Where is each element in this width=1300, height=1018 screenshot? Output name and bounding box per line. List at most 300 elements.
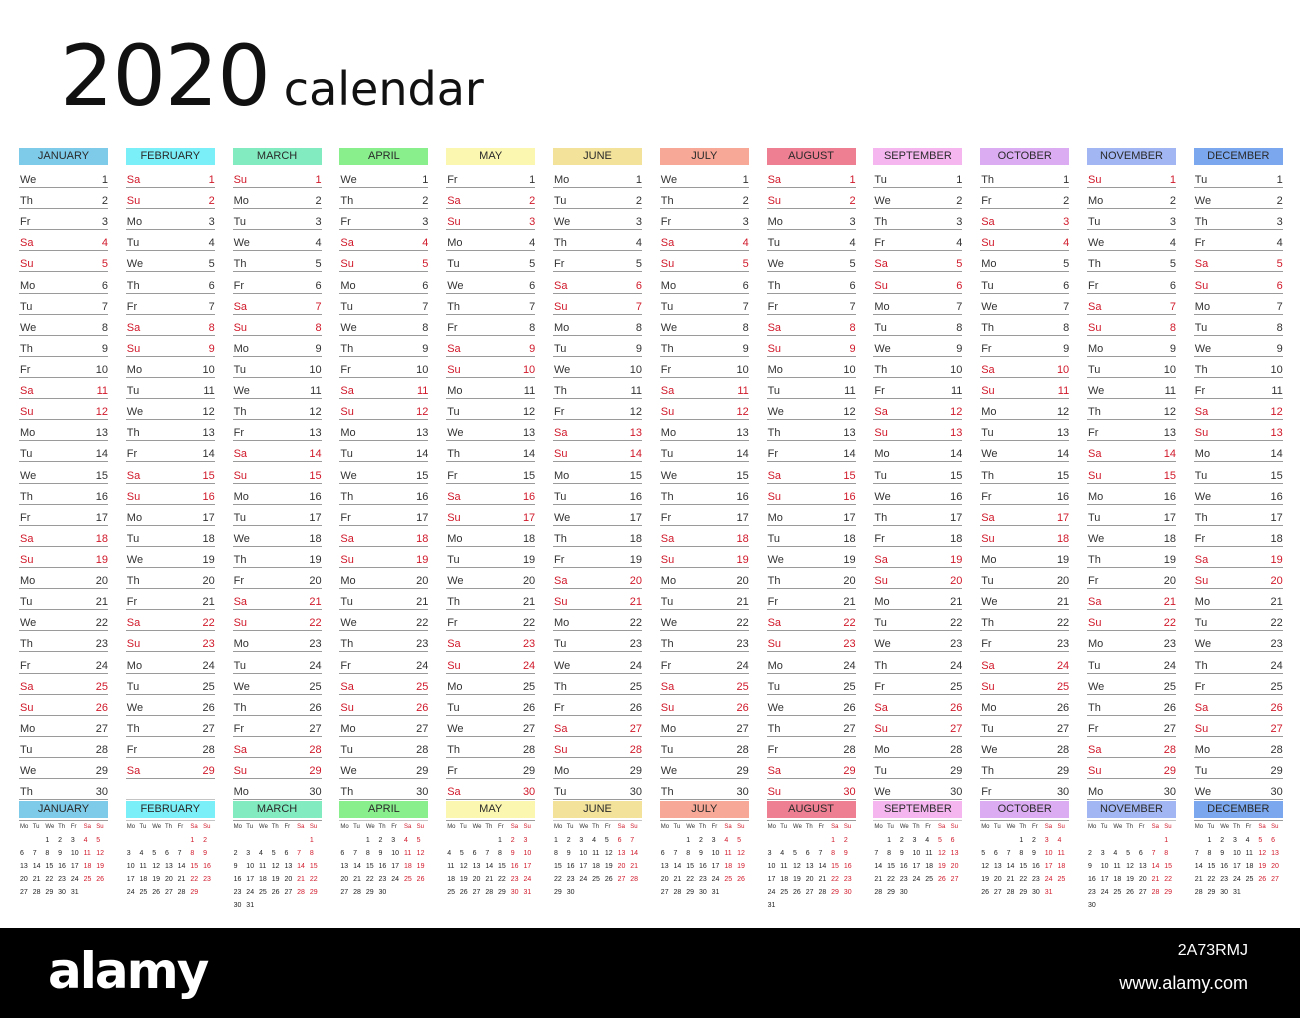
mini-day: 23: [698, 876, 707, 883]
mini-weekday-header: Mo: [447, 824, 456, 830]
mini-day: 9: [1032, 850, 1036, 857]
mini-day: 20: [164, 876, 173, 883]
mini-weekday-header: We: [45, 824, 55, 830]
day-row: [873, 232, 962, 251]
weekday-name: We: [20, 617, 37, 630]
month-column-december: [1194, 148, 1283, 823]
day-row: [873, 253, 962, 272]
weekday-name: Sa: [767, 174, 782, 186]
day-row: [553, 676, 642, 695]
mini-blank-cell: [673, 834, 686, 847]
day-row: [873, 169, 962, 188]
mini-day: 10: [912, 850, 921, 857]
mini-day: 13: [805, 863, 814, 870]
day-number: 20: [1056, 575, 1070, 588]
day-number: 22: [95, 617, 108, 630]
mini-day: 30: [843, 889, 852, 896]
mini-calendar-november: [1087, 801, 1176, 912]
day-row: [339, 465, 428, 484]
weekday-name: We: [20, 321, 37, 334]
day-number: 2: [1063, 195, 1070, 208]
mini-day: 11: [724, 850, 732, 857]
day-row: [873, 275, 962, 294]
weekday-name: Su: [1088, 174, 1102, 186]
day-row: [446, 275, 535, 294]
mini-day: 31: [246, 902, 255, 909]
day-number: 18: [522, 532, 536, 545]
day-row: [233, 253, 322, 272]
mini-blank-cell: [817, 834, 830, 847]
day-row: [660, 253, 749, 272]
mini-weekday-header: Th: [1126, 824, 1134, 830]
mini-day: 25: [1113, 889, 1122, 896]
mini-weekday-header: Su: [1271, 824, 1279, 830]
day-number: 17: [1163, 511, 1176, 524]
day-row: [19, 718, 108, 737]
mini-day: 4: [83, 837, 88, 844]
day-row: [1194, 253, 1283, 272]
mini-blank-cell: [283, 834, 296, 847]
weekday-name: Mo: [554, 469, 570, 482]
weekday-name: Mo: [20, 279, 36, 292]
weekday-name: We: [1194, 195, 1212, 208]
weekday-name: Th: [660, 195, 674, 208]
mini-calendar-september: [873, 801, 962, 899]
mini-day: 15: [190, 863, 199, 870]
day-number: 1: [315, 174, 322, 186]
day-row: [233, 443, 322, 462]
weekday-name: Tu: [20, 743, 33, 756]
weekday-name: Tu: [1194, 469, 1208, 482]
day-number: 10: [843, 363, 856, 376]
day-number: 24: [309, 659, 322, 672]
weekday-name: Sa: [233, 448, 248, 461]
weekday-name: Sa: [554, 575, 568, 588]
weekday-name: Sa: [233, 743, 248, 756]
mini-day: 24: [523, 876, 532, 883]
day-row: [767, 443, 856, 462]
month-column-september: [873, 148, 962, 823]
day-number: 27: [1163, 722, 1176, 735]
weekday-name: Fr: [1088, 575, 1099, 588]
weekday-name: Mo: [874, 743, 890, 756]
day-number: 3: [849, 216, 856, 229]
mini-day: 10: [126, 863, 135, 870]
day-row: [1194, 739, 1283, 758]
day-number: 10: [629, 363, 642, 376]
mini-day: 5: [793, 850, 797, 857]
mini-day-grid: [126, 821, 215, 899]
day-number: 1: [1063, 174, 1070, 186]
weekday-name: Tu: [233, 511, 247, 524]
day-row: [767, 296, 856, 315]
day-row: [126, 528, 215, 547]
month-column-january: [19, 148, 108, 823]
mini-day: 5: [96, 837, 101, 844]
mini-blank-cell: [1006, 834, 1019, 847]
day-number: 14: [95, 448, 108, 461]
mini-day: 20: [1138, 876, 1147, 883]
day-number: 5: [742, 258, 749, 271]
day-number: 26: [522, 701, 536, 714]
day-number: 20: [843, 575, 856, 588]
mini-day: 27: [950, 876, 959, 883]
weekday-name: Su: [1194, 575, 1209, 588]
day-row: [233, 338, 322, 357]
day-row: [446, 253, 535, 272]
day-row: [126, 486, 215, 505]
day-row: [19, 612, 108, 631]
mini-weekday-header: Fr: [604, 824, 611, 830]
weekday-name: We: [1088, 680, 1105, 693]
weekday-name: Tu: [126, 532, 140, 545]
day-row: [339, 296, 428, 315]
day-number: 20: [202, 575, 215, 588]
day-number: 14: [1163, 448, 1176, 461]
day-number: 18: [95, 532, 108, 545]
day-number: 18: [202, 532, 215, 545]
mini-day: 17: [70, 863, 79, 870]
mini-day: 2: [566, 837, 571, 844]
day-row: [553, 211, 642, 230]
mini-day: 21: [485, 876, 494, 883]
mini-blank-cell: [779, 834, 792, 847]
day-row: [873, 380, 962, 399]
weekday-name: Fr: [1194, 680, 1206, 693]
day-number: 7: [101, 300, 108, 313]
day-row: [553, 718, 642, 737]
mini-day: 21: [353, 876, 361, 883]
day-row: [446, 422, 535, 441]
weekday-name: Su: [1088, 765, 1102, 778]
day-number: 26: [950, 701, 963, 714]
mini-day: 28: [353, 889, 361, 896]
day-row: [873, 338, 962, 357]
weekday-name: Th: [447, 448, 461, 461]
day-number: 25: [950, 680, 963, 693]
day-row: [126, 633, 215, 652]
day-row: [126, 422, 215, 441]
weekday-name: Tu: [874, 321, 887, 334]
mini-day: 19: [1126, 876, 1134, 883]
weekday-name: We: [767, 406, 784, 419]
mini-day: 26: [604, 876, 613, 883]
day-row: [1194, 718, 1283, 737]
day-number: 12: [522, 406, 536, 419]
weekday-name: Tu: [554, 638, 567, 651]
mini-day: 26: [793, 889, 801, 896]
day-row: [553, 275, 642, 294]
mini-day: 7: [485, 850, 490, 857]
weekday-name: We: [874, 786, 891, 799]
mini-day: 15: [554, 863, 562, 870]
day-number: 15: [416, 469, 429, 482]
day-row: [233, 528, 322, 547]
mini-blank-cell: [1100, 834, 1113, 847]
mini-day: 16: [1088, 876, 1096, 883]
weekday-name: Su: [20, 258, 34, 271]
day-row: [980, 232, 1069, 251]
day-number: 11: [416, 385, 429, 398]
mini-blank-cell: [767, 834, 780, 847]
day-row: [660, 169, 749, 188]
day-number: 25: [522, 680, 536, 693]
day-number: 27: [1056, 722, 1070, 735]
weekday-name: Sa: [981, 363, 995, 376]
day-number: 13: [1163, 427, 1176, 440]
weekday-name: Tu: [660, 300, 674, 313]
day-number: 3: [956, 216, 963, 229]
mini-day: 20: [284, 876, 293, 883]
day-number: 17: [950, 511, 963, 524]
day-number: 8: [208, 321, 215, 334]
mini-blank-cell: [805, 834, 818, 847]
mini-day: 13: [993, 863, 1002, 870]
mini-day: 21: [630, 863, 639, 870]
weekday-name: Mo: [981, 258, 997, 271]
weekday-name: Su: [1088, 617, 1102, 630]
mini-day: 12: [1258, 850, 1267, 857]
weekday-name: Sa: [981, 659, 995, 672]
mini-weekday-header: Mo: [1194, 824, 1204, 830]
day-row: [767, 655, 856, 674]
day-row: [767, 739, 856, 758]
mini-day: 12: [416, 850, 425, 857]
weekday-name: Fr: [447, 321, 458, 334]
day-number: 30: [843, 786, 856, 799]
mini-day: 17: [1044, 863, 1053, 870]
day-number: 14: [843, 448, 856, 461]
mini-day: 29: [1207, 889, 1216, 896]
weekday-name: Su: [447, 659, 461, 672]
month-column-may: [446, 148, 535, 823]
day-number: 22: [950, 617, 963, 630]
mini-day: 9: [698, 850, 703, 857]
day-number: 7: [1169, 300, 1176, 313]
mini-day: 20: [20, 876, 28, 883]
day-number: 11: [96, 385, 108, 398]
mini-day: 10: [711, 850, 720, 857]
day-number: 17: [629, 511, 642, 524]
day-number: 30: [1056, 786, 1070, 799]
day-number: 17: [522, 511, 536, 524]
mini-day: 18: [1057, 863, 1066, 870]
day-row: [767, 317, 856, 336]
weekday-name: Th: [20, 342, 33, 355]
weekday-name: Mo: [554, 617, 570, 630]
weekday-name: Tu: [1194, 321, 1208, 334]
mini-day: 24: [1232, 876, 1241, 883]
mini-calendar-october: [980, 801, 1069, 899]
day-number: 19: [416, 553, 429, 566]
mini-weekday-header: Th: [271, 824, 279, 830]
mini-weekday-header: Su: [737, 824, 745, 830]
weekday-name: Th: [981, 765, 995, 778]
mini-day: 14: [1194, 863, 1203, 870]
mini-day: 25: [259, 889, 267, 896]
day-row: [980, 190, 1069, 209]
day-row: [1194, 697, 1283, 716]
day-row: [980, 211, 1069, 230]
day-row: [767, 359, 856, 378]
mini-day: 11: [83, 850, 91, 857]
day-number: 9: [849, 342, 856, 355]
day-row: [233, 232, 322, 251]
mini-day: 9: [1088, 863, 1092, 870]
weekday-name: Sa: [1088, 300, 1102, 313]
day-row: [980, 443, 1069, 462]
day-row: [19, 296, 108, 315]
day-row: [873, 591, 962, 610]
weekday-name: Sa: [447, 638, 461, 651]
day-row: [446, 781, 535, 800]
mini-blank-cell: [151, 834, 164, 847]
day-number: 15: [202, 469, 215, 482]
day-row: [980, 253, 1069, 272]
day-row: [1087, 359, 1176, 378]
mini-day: 9: [233, 863, 238, 870]
day-row: [767, 528, 856, 547]
day-number: 25: [1056, 680, 1070, 693]
day-number: 30: [950, 786, 963, 799]
day-number: 2: [529, 195, 536, 208]
mini-day: 5: [416, 837, 421, 844]
day-number: 30: [522, 786, 536, 799]
day-row: [980, 697, 1069, 716]
weekday-name: Tu: [874, 469, 887, 482]
day-row: [339, 549, 428, 568]
day-number: 16: [629, 490, 642, 503]
day-row: [233, 275, 322, 294]
weekday-name: Tu: [554, 342, 567, 355]
mini-day: 24: [579, 876, 588, 883]
day-row: [660, 422, 749, 441]
day-number: 10: [736, 363, 749, 376]
day-row: [873, 655, 962, 674]
day-number: 28: [843, 743, 856, 756]
mini-day: 12: [459, 863, 468, 870]
weekday-name: Sa: [340, 532, 354, 545]
day-row: [19, 781, 108, 800]
mini-weekday-header: Mo: [874, 824, 883, 830]
mini-day: 5: [604, 837, 609, 844]
day-number: 3: [1276, 216, 1283, 229]
weekday-name: We: [126, 258, 144, 271]
weekday-name: Th: [20, 490, 33, 503]
mini-weekday-header: Sa: [724, 824, 732, 830]
mini-weekday-header: Mo: [233, 824, 242, 830]
weekday-name: Th: [767, 575, 781, 588]
weekday-name: Sa: [1088, 448, 1102, 461]
day-number: 20: [1270, 575, 1283, 588]
weekday-name: Th: [554, 680, 567, 693]
weekday-name: Fr: [447, 765, 458, 778]
mini-calendar-march: [233, 801, 322, 912]
mini-day: 5: [1258, 837, 1263, 844]
mini-day: 17: [1100, 876, 1109, 883]
mini-month-header: NOVEMBER: [1087, 801, 1176, 818]
day-row: [767, 401, 856, 420]
day-number: 26: [629, 701, 642, 714]
mini-day: 3: [126, 850, 131, 857]
mini-day: 29: [831, 889, 839, 896]
month-header: JUNE: [553, 148, 642, 165]
day-number: 8: [529, 321, 536, 334]
day-row: [553, 528, 642, 547]
day-number: 11: [203, 385, 215, 398]
day-row: [1087, 591, 1176, 610]
day-row: [446, 507, 535, 526]
day-number: 4: [742, 237, 749, 250]
day-number: 11: [1057, 385, 1070, 398]
mini-day: 24: [767, 889, 776, 896]
day-row: [339, 760, 428, 779]
day-number: 8: [1169, 321, 1176, 334]
day-number: 21: [95, 596, 108, 609]
mini-day: 15: [686, 863, 695, 870]
day-row: [19, 528, 108, 547]
mini-day: 23: [378, 876, 387, 883]
weekday-name: Su: [660, 701, 675, 714]
day-row: [553, 570, 642, 589]
mini-day: 4: [780, 850, 785, 857]
mini-day: 1: [686, 837, 691, 844]
weekday-name: Su: [767, 786, 782, 799]
mini-weekday-header: Mo: [554, 824, 563, 830]
weekday-name: Fr: [1088, 427, 1099, 440]
weekday-name: We: [340, 469, 357, 482]
weekday-name: Th: [554, 532, 567, 545]
day-row: [19, 676, 108, 695]
day-row: [553, 380, 642, 399]
mini-day: 24: [246, 889, 255, 896]
mini-day: 27: [20, 889, 28, 896]
weekday-name: Mo: [126, 511, 143, 524]
mini-day: 25: [780, 889, 789, 896]
mini-weekday-header: Su: [203, 824, 211, 830]
mini-weekday-header: Sa: [190, 824, 198, 830]
weekday-name: Th: [554, 237, 567, 250]
day-row: [233, 549, 322, 568]
mini-weekday-header: We: [899, 824, 909, 830]
mini-weekday-header: Mo: [126, 824, 136, 830]
mini-weekday-header: Fr: [1245, 824, 1252, 830]
day-number: 23: [202, 638, 215, 651]
mini-day: 28: [630, 876, 639, 883]
mini-day: 28: [297, 889, 305, 896]
day-row: [767, 253, 856, 272]
mini-calendar-january: [19, 801, 108, 899]
day-row: [1087, 718, 1176, 737]
day-row: [339, 253, 428, 272]
mini-weekday-header: Tu: [673, 824, 681, 830]
mini-day: 25: [447, 889, 455, 896]
day-number: 17: [1056, 511, 1070, 524]
mini-weekday-header: Mo: [767, 824, 776, 830]
day-number: 10: [202, 363, 215, 376]
mini-day: 31: [1232, 889, 1241, 896]
mini-day: 19: [416, 863, 425, 870]
day-number: 19: [843, 553, 856, 566]
weekday-name: Tu: [1088, 216, 1101, 229]
day-number: 4: [315, 237, 322, 250]
mini-day: 10: [523, 850, 532, 857]
weekday-name: Sa: [447, 342, 461, 355]
weekday-name: Th: [1088, 553, 1101, 566]
mini-weekday-header: Th: [1019, 824, 1027, 830]
day-row: [980, 317, 1069, 336]
day-row: [1194, 760, 1283, 779]
